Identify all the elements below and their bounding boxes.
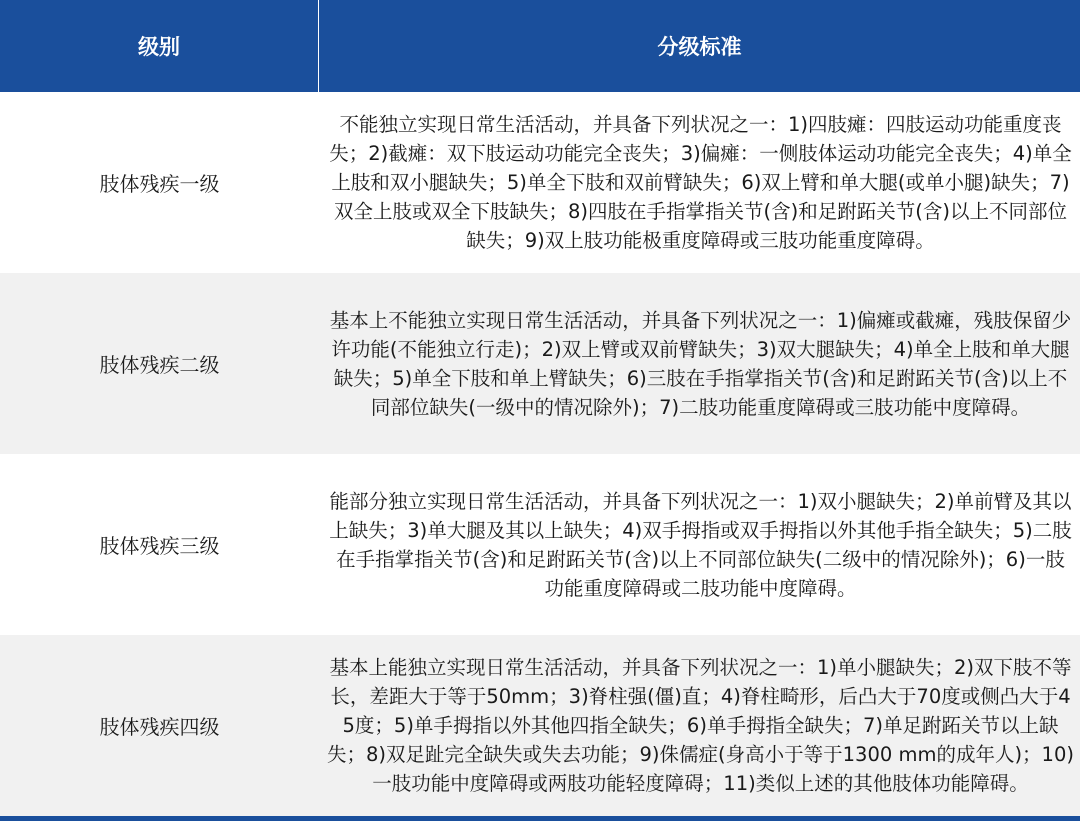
- standard-cell: [319, 454, 1080, 635]
- standard-cell: [319, 92, 1080, 273]
- standard-text: 基本上能独立实现日常生活活动，并具备下列状况之一：1)单小腿缺失；2)双下肢不等长，差距大于等于50mm；3)脊柱强(僵)直；4)脊柱畸形，后凸大于70度或侧凸大于45度；5)单手拇指以外其他四指全缺失；6)单手拇指全缺失；7)单足跗跖关节以上缺失；8)双足趾完全缺失或失去功能；9)侏儒症(身高小于等于1300 mm的成年人)；10)一肢功能中度障碍或两肢功能轻度障碍；11)类似上述的其他肢体功能障碍。: [327, 656, 1074, 795]
- level-cell: 肢体残疾一级: [99, 172, 220, 196]
- standard-cell: [319, 273, 1080, 454]
- standard-text: 不能独立实现日常生活活动，并具备下列状况之一：1)四肢瘫：四肢运动功能重度丧失；2)截瘫：双下肢运动功能完全丧失；3)偏瘫：一侧肢体运动功能完全丧失；4)单全上肢和双小腿缺失；5)单全下肢和双前臂缺失；6)双上臂和单大腿(或单小腿)缺失；7)双全上肢或双全下肢缺失；8)四肢在手指掌指关节(含)和足跗跖关节(含)以上不同部位缺失；9)双上肢功能极重度障碍或三肢功能重度障碍。: [329, 113, 1072, 252]
- level-cell: 肢体残疾三级: [99, 534, 220, 558]
- table-header: [0, 0, 1080, 92]
- level-cell: 肢体残疾四级: [99, 715, 220, 739]
- standard-text: 基本上不能独立实现日常生活活动，并具备下列状况之一：1)偏瘫或截瘫，残肢保留少许功能(不能独立行走)；2)双上臂或双前臂缺失；3)双大腿缺失；4)单全上肢和单大腿缺失；5)单全下肢和单上臂缺失；6)三肢在手指掌指关节(含)和足跗跖关节(含)以上不同部位缺失(一级中的情况除外)；7)二肢功能重度障碍或三肢功能中度障碍。: [329, 308, 1072, 419]
- table-row: [0, 454, 1080, 635]
- standard-cell: [319, 635, 1080, 816]
- table-row: [0, 635, 1080, 816]
- standard-text: 能部分独立实现日常生活活动，并具备下列状况之一：1)双小腿缺失；2)单前臂及其以上缺失；3)单大腿及其以上缺失；4)双手拇指或双手拇指以外其他手指全缺失；5)二肢在手指掌指关节(含)和足跗跖关节(含)以上不同部位缺失(二级中的情况除外)；6)一肢功能重度障碍或二肢功能中度障碍。: [329, 489, 1072, 600]
- table-row: [0, 273, 1080, 454]
- header-standard: 分级标准: [657, 35, 742, 59]
- level-cell: 肢体残疾二级: [99, 353, 220, 377]
- table-bottom-rule: [0, 816, 1080, 821]
- header-level: 级别: [0, 0, 319, 92]
- table-row: [0, 92, 1080, 273]
